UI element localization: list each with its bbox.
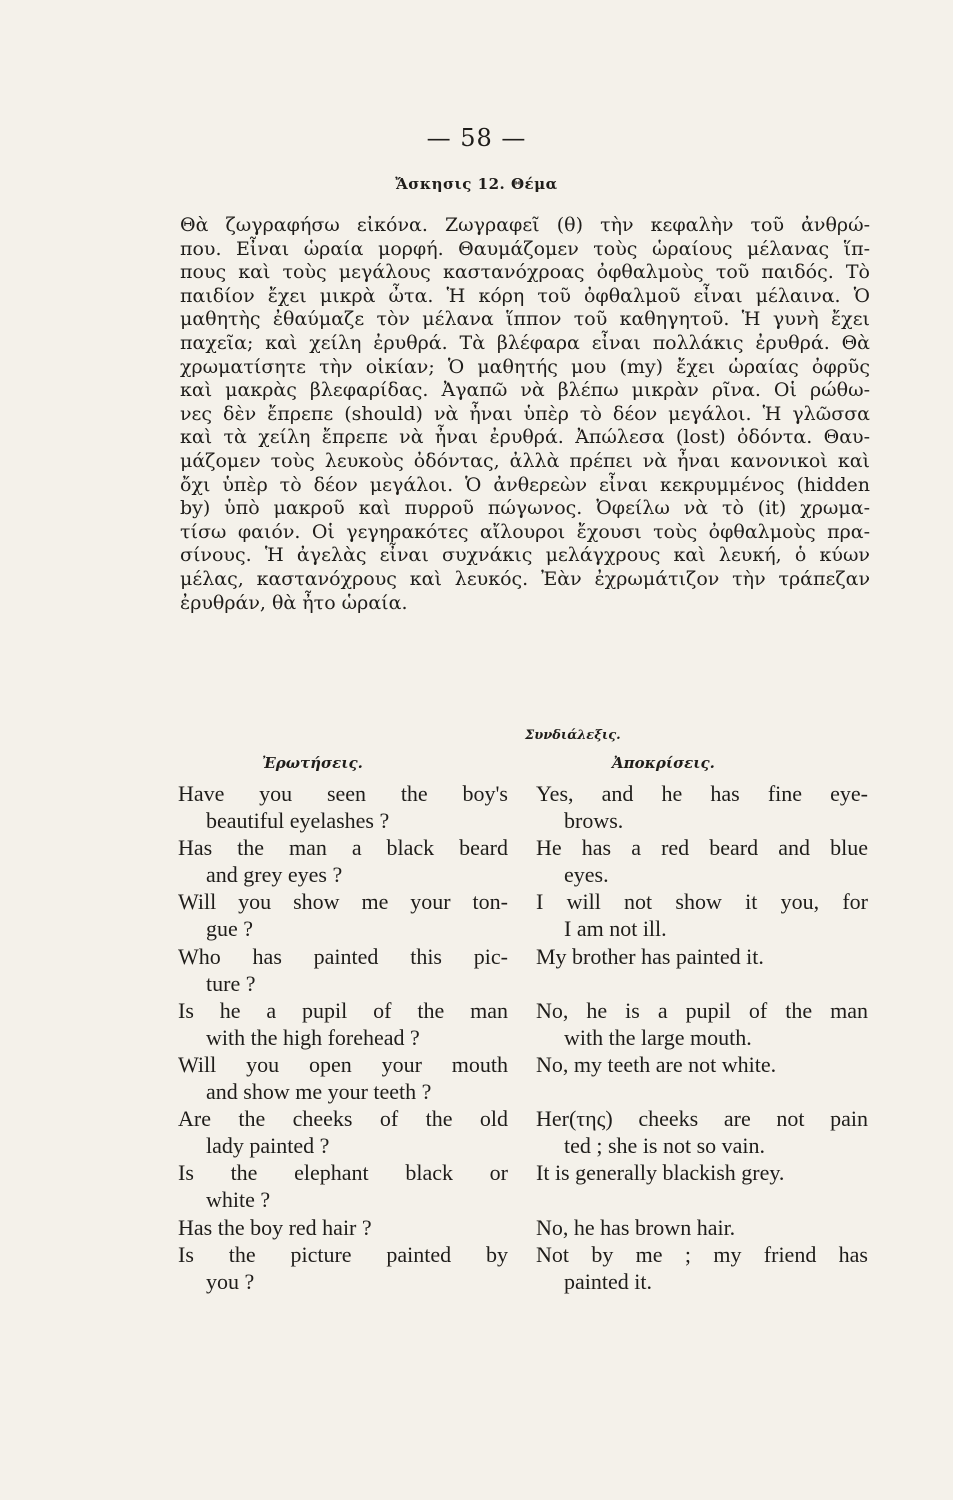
question-line: white ? — [206, 1187, 271, 1213]
question — [178, 834, 508, 888]
qa-row — [178, 1051, 868, 1105]
questions-heading: Ἐρωτήσεις. — [262, 754, 363, 772]
text-line: ἐρυθράν, θὰ ἦτο ὡραία. — [180, 591, 408, 614]
text-line: τίσω φαιόν. Οἱ γεγηρακότες αἴλουροι ἔχουσι τοὺς ὀφθαλμοὺς πρα- — [180, 520, 870, 543]
text-line: μέλας, καστανόχρους καὶ λευκός. Ἐὰν ἐχρωμάτιζον τὴν τράπεζαν — [180, 567, 870, 590]
question-line: Have you seen the boy's — [178, 781, 508, 806]
answer-line: No, he is a pupil of the man — [536, 997, 868, 1023]
qa-row — [178, 780, 868, 834]
answer-line: brows. — [564, 808, 624, 833]
text-line: καὶ τὰ χείλη ἔπρεπε νὰ ἦναι ἐρυθρά. Ἀπώλεσα (lost) ὀδόντα. Θαυ- — [180, 426, 870, 449]
text-line: σίνους. Ἡ ἀγελὰς εἶναι συχνάκις μελάγχρους καὶ λευκή, ὁ κύων — [180, 544, 870, 567]
qa-row — [178, 1159, 868, 1213]
question — [178, 997, 508, 1051]
answer-line: Yes, and he has fine eye- — [536, 781, 868, 806]
answer-line: It is generally blackish grey. — [536, 1160, 785, 1186]
answer-line: with the large mouth. — [564, 1024, 752, 1050]
question-line: Is the elephant black or — [178, 1160, 508, 1186]
question-line: lady painted ? — [206, 1133, 330, 1159]
answer-line: No, he has brown hair. — [536, 1214, 736, 1240]
qa-row — [178, 943, 868, 997]
answer — [536, 888, 868, 942]
question-line: you ? — [206, 1268, 255, 1294]
text-line: νες δὲν ἔπρεπε (should) νὰ ἦναι ὑπὲρ τὸ δέον μεγάλοι. Ἡ γλῶσσα — [180, 402, 870, 425]
answer — [536, 1051, 868, 1078]
text-line: μάζομεν τοὺς λευκοὺς ὀδόντας, ἀλλὰ πρέπει νὰ ἦναι κανονικοὶ καὶ — [180, 449, 870, 472]
exercise-heading: Ἄσκησις 12. Θέμα — [395, 175, 558, 193]
answer-line: My brother has painted it. — [536, 943, 764, 969]
qa-row — [178, 1214, 868, 1241]
question-line: Has the man a black beard — [178, 835, 508, 861]
answer-line: I am not ill. — [564, 916, 667, 942]
answer-line: ted ; she is not so vain. — [564, 1133, 766, 1159]
answer — [536, 943, 868, 970]
answers-heading: Ἀποκρίσεις. — [612, 754, 715, 772]
question — [178, 1051, 508, 1105]
qa-row — [178, 1241, 868, 1295]
question-line: Will you show me your ton- — [178, 889, 508, 915]
question — [178, 1241, 508, 1295]
question-line: Who has painted this pic- — [178, 943, 508, 969]
question-line: ture ? — [206, 970, 256, 996]
answer-line: eyes. — [564, 862, 609, 888]
page-number: — 58 — — [426, 124, 527, 152]
greek-exercise-text — [180, 214, 870, 615]
answer — [536, 780, 868, 834]
answer-line: He has a red beard and blue — [536, 835, 868, 861]
question — [178, 943, 508, 997]
answer-line: No, my teeth are not white. — [536, 1052, 777, 1077]
qa-row — [178, 997, 868, 1051]
text-line: μαθητὴς ἐθαύμαζε τὸν μέλανα ἵππον τοῦ καθηγητοῦ. Ἡ γυνὴ ἔχει — [180, 308, 870, 331]
question-line: gue ? — [206, 916, 254, 942]
question — [178, 780, 508, 834]
question-line: Are the cheeks of the old — [178, 1106, 508, 1132]
question-line: and grey eyes ? — [206, 862, 343, 888]
text-line: πους καὶ τοὺς μεγάλους καστανόχροας ὀφθαλμοὺς τοῦ παιδός. Τὸ — [180, 261, 870, 284]
answer — [536, 997, 868, 1051]
text-line: παιδίον ἔχει μικρὰ ὦτα. Ἡ κόρη τοῦ ὀφθαλμοῦ εἶναι μέλαινα. Ὁ — [180, 284, 870, 307]
qa-row — [178, 834, 868, 888]
answer — [536, 1159, 868, 1186]
text-line: καὶ μακρὰς βλεφαρίδας. Ἀγαπῶ νὰ βλέπω μικρὰν ρῖνα. Οἱ ρώθω- — [180, 379, 870, 402]
question — [178, 888, 508, 942]
question-line: Will you open your mouth — [178, 1052, 508, 1077]
question-line: Has the boy red hair ? — [178, 1214, 372, 1240]
question-line: Is the picture painted by — [178, 1241, 508, 1267]
text-line: παχεῖα; καὶ χείλη ἐρυθρά. Τὰ βλέφαρα εἶναι πολλάκις ἐρυθρά. Θὰ — [180, 331, 870, 354]
question — [178, 1214, 508, 1241]
answer — [536, 834, 868, 888]
answer-line: I will not show it you, for — [536, 889, 868, 915]
answer — [536, 1214, 868, 1241]
text-line: by) ὑπὸ μακροῦ καὶ πυρροῦ πώγωνος. Ὀφείλω νὰ τὸ (it) χρωμα- — [180, 497, 870, 520]
answer — [536, 1105, 868, 1159]
answer-line: Not by me ; my friend has — [536, 1241, 868, 1267]
answer-line: painted it. — [564, 1268, 652, 1294]
text-line: Θὰ ζωγραφήσω εἰκόνα. Ζωγραφεῖ (θ) τὴν κεφαλὴν τοῦ ἀνθρώ- — [180, 214, 870, 236]
question-line: Is he a pupil of the man — [178, 997, 508, 1023]
question-line: and show me your teeth ? — [206, 1079, 432, 1104]
question-line: with the high forehead ? — [206, 1024, 420, 1050]
qa-row — [178, 1105, 868, 1159]
text-line: ὄχι ὑπὲρ τὸ δέον μεγάλοι. Ὁ ἀνθερεὼν εἶναι κεκρυμμένος (hidden — [180, 473, 870, 496]
answer-line: Her(της) cheeks are not pain — [536, 1106, 868, 1132]
answer — [536, 1241, 868, 1295]
question-line: beautiful eyelashes ? — [206, 808, 390, 833]
question — [178, 1105, 508, 1159]
qa-row — [178, 888, 868, 942]
question — [178, 1159, 508, 1213]
conversations-heading: Συνδιάλεξις. — [525, 728, 621, 743]
text-line: που. Εἶναι ὡραία μορφή. Θαυμάζομεν τοὺς ὡραίους μέλανας ἵπ- — [180, 237, 870, 260]
text-line: χρωματίσητε τὴν οἰκίαν; Ὁ μαθητής μου (my) ἔχει ὡραίας ὀφρῦς — [180, 355, 870, 378]
